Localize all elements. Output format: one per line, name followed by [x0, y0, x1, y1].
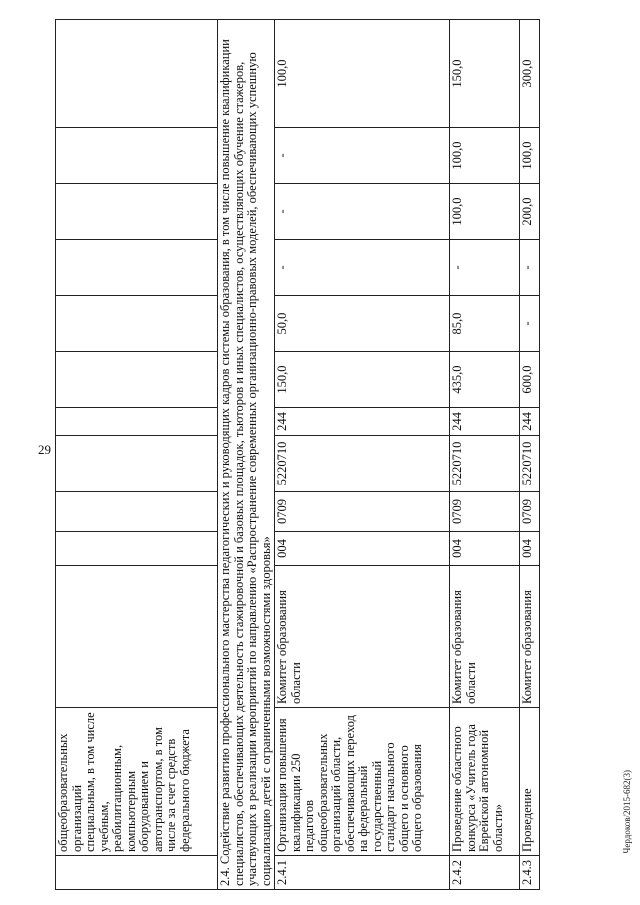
total-value: 435,0 [450, 352, 520, 408]
table-row [450, 20, 520, 890]
row-number: 2.4.2 [450, 856, 520, 890]
executor: Комитет образования области [275, 566, 450, 708]
empty-cell [56, 856, 218, 890]
measure-name: Организация повышения квалификации 250 педагогов общеобразовательных организаций области, обеспечивающих переход на федеральный государственный стандарт начального общего и основного общего образования [275, 708, 450, 856]
grbs-code: 004 [520, 532, 540, 566]
year-value: 200,0 [520, 184, 540, 240]
rotated-table-sheet [55, 20, 560, 890]
year-value: 100,0 [450, 184, 520, 240]
vr-code: 244 [520, 408, 540, 436]
year-value: 300,0 [520, 20, 540, 128]
year-value: 150,0 [450, 20, 520, 128]
year-value: 85,0 [450, 296, 520, 352]
csr-code: 5220710 [520, 436, 540, 492]
measure-name: общеобразовательных организаций специальным, в том числе учебным, реабилитационным, компьютерным оборудованием и автотранспортом, в том числе за счет средств федерального бюджета [56, 708, 218, 856]
rzpr-code: 0709 [450, 492, 520, 532]
year-value: 100,0 [275, 20, 450, 128]
year-value: - [520, 240, 540, 296]
year-value: - [275, 184, 450, 240]
year-value: - [275, 128, 450, 184]
row-number: 2.4.3 [520, 856, 540, 890]
section-header [218, 20, 275, 890]
csr-code: 5220710 [275, 436, 450, 492]
grbs-code: 004 [275, 532, 450, 566]
executor: Комитет образования [520, 566, 540, 708]
total-value: 150,0 [275, 352, 450, 408]
measure-name: Проведение областного конкурса «Учитель года Еврейской автономной области» [450, 708, 520, 856]
total-value: 600,0 [520, 352, 540, 408]
footer-code: Чердоков/2015-682(3) [622, 770, 632, 854]
grbs-code: 004 [450, 532, 520, 566]
year-value: 100,0 [520, 128, 540, 184]
year-value: - [520, 296, 540, 352]
rzpr-code: 0709 [275, 492, 450, 532]
vr-code: 244 [450, 408, 520, 436]
page-number: 29 [38, 442, 51, 457]
table-row [520, 20, 540, 890]
vr-code: 244 [275, 408, 450, 436]
program-table [55, 19, 540, 890]
year-value: - [275, 240, 450, 296]
year-value: 100,0 [450, 128, 520, 184]
row-number: 2.4.1 [275, 856, 450, 890]
executor: Комитет образования области [450, 566, 520, 708]
year-value: 50,0 [275, 296, 450, 352]
measure-name: Проведение [520, 708, 540, 856]
section-title: 2.4. Содействие развитию профессионального мастерства педагогических и руководящих кадров системы образования, в том числе повышение квалификации специалистов, обеспечивающих деятельность стажировочной и базовых площадок, тьюторов и иных специалистов, осуществляющих обучение стажеров, участвующих в реализации мероприятий по направлению «Распространение современных организационно-правовых моделей, обеспечивающих успешную социализацию детей с ограниченными возможностями здоровья» [218, 20, 275, 890]
table-row [275, 20, 450, 890]
csr-code: 5220710 [450, 436, 520, 492]
year-value: - [450, 240, 520, 296]
rzpr-code: 0709 [520, 492, 540, 532]
table-row [56, 20, 218, 890]
empty-cell [56, 566, 218, 708]
